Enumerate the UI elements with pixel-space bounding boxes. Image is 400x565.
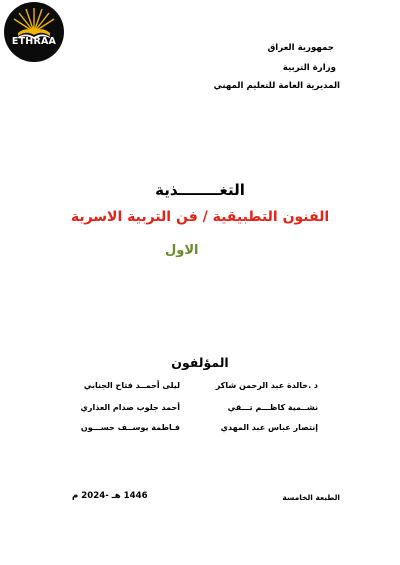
edition-label: الطبعة الخامسة — [282, 493, 340, 502]
author-name: فـاطمة يوســف حســـون — [80, 423, 180, 432]
author-name: ليلى أحمــد فتاح الجنابي — [83, 381, 180, 390]
author-name: إنتصار عباس عبد المهدي — [220, 423, 318, 432]
ethraa-logo — [4, 2, 64, 62]
author-name: نشــمية كاظـــم تـــقي — [227, 403, 318, 412]
subject-title: الفنون التطبيقية / فن التربية الاسرية — [70, 209, 330, 225]
header-country: جمهورية العراق — [267, 43, 334, 53]
header-ministry: وزارة التربية — [282, 63, 336, 73]
book-title: التغــــــــذية — [155, 181, 245, 199]
logo-wordmark: ETHRAA — [11, 36, 57, 47]
author-name: د .خالدة عبد الرحمن شاكر — [215, 381, 318, 390]
header-directorate: المديرية العامة للتعليم المهني — [213, 81, 340, 91]
grade-label: الاول — [165, 243, 199, 258]
book-sunburst-icon — [4, 2, 64, 62]
author-name: أحمد جلوب صدام العذاري — [80, 403, 180, 412]
publication-year: 1446 هـ -2024 م — [72, 491, 148, 501]
authors-heading: المؤلفون — [171, 355, 229, 370]
